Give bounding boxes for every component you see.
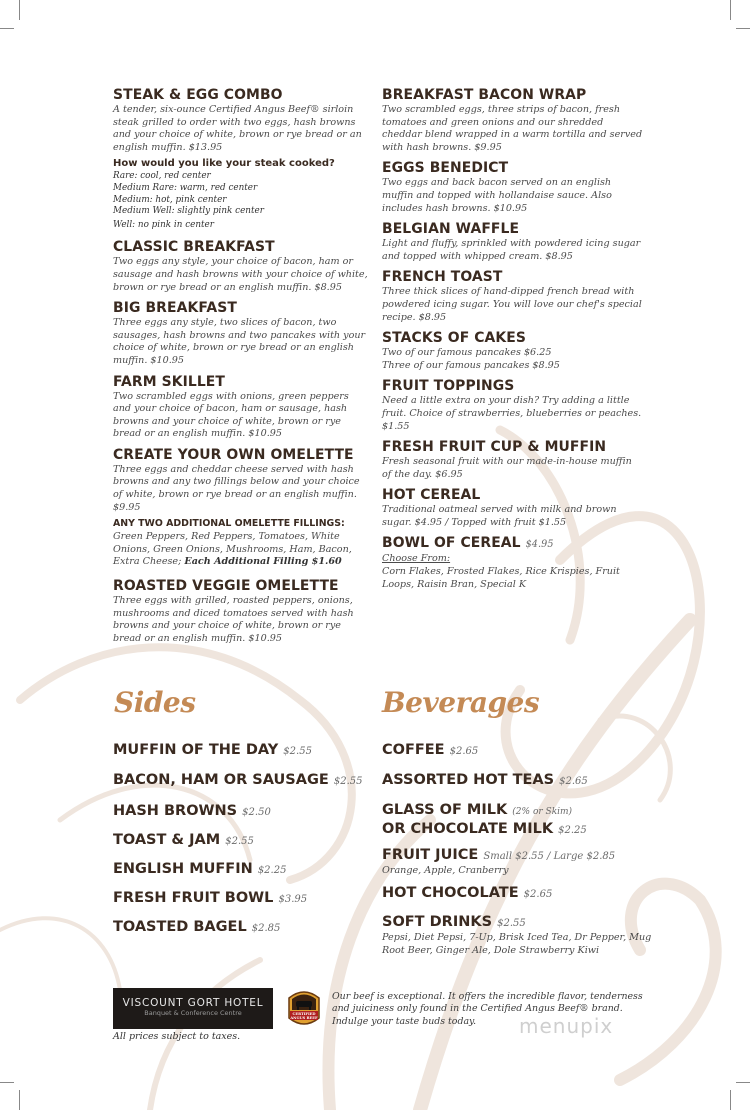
breakfast-right-column <box>382 87 644 597</box>
item-title <box>382 535 634 553</box>
item-title: FRESH FRUIT CUP & MUFFIN <box>382 439 607 456</box>
item-price: $4.95 <box>525 539 554 551</box>
beverage-item <box>382 914 652 957</box>
beverage-description: Orange, Apple, Cranberry <box>382 865 509 876</box>
menu-item <box>113 447 368 569</box>
item-description: Three thick slices of hand-dipped french bread with powdered icing sugar. You will love our chef's special recipe. $8.95 <box>382 286 642 323</box>
item-description: Two eggs and back bacon served on an english muffin and topped with hollandaise sauce. Also includes hash browns. $10.95 <box>382 177 612 214</box>
side-item <box>113 861 286 879</box>
menu-item <box>382 439 644 481</box>
side-price: $2.55 <box>283 746 312 757</box>
beverage-price: $2.65 <box>559 776 588 787</box>
side-price: $2.55 <box>225 836 254 847</box>
item-title: FRENCH TOAST <box>382 269 503 286</box>
beverage-price: Small $2.55 / Large $2.85 <box>483 851 616 862</box>
cereal-list: Corn Flakes, Frosted Flakes, Rice Krispies, Fruit Loops, Raisin Bran, Special K <box>382 566 620 590</box>
sides-heading: Sides <box>114 686 196 719</box>
svg-text:CERTIFIED: CERTIFIED <box>292 1012 316 1016</box>
menu-item <box>113 300 368 367</box>
crop-mark <box>19 1090 20 1110</box>
beverages-heading: Beverages <box>382 686 540 719</box>
side-item <box>113 803 271 821</box>
menu-item <box>382 535 644 591</box>
side-name: TOASTED BAGEL <box>113 919 247 935</box>
fillings-title: ANY TWO ADDITIONAL OMELETTE FILLINGS: <box>113 518 345 530</box>
side-name: ENGLISH MUFFIN <box>113 861 253 877</box>
side-price: $2.55 <box>333 776 363 787</box>
beverage-name: COFFEE <box>382 742 445 758</box>
steak-option: Medium Rare: warm, red center <box>113 182 258 193</box>
certified-angus-beef-badge-icon <box>286 988 322 1028</box>
item-description: Two scrambled eggs with onions, green peppers and your choice of bacon, ham or sausage, hash browns and your choice of white, brown or rye bread or an english muffin. $10.95 <box>113 390 349 440</box>
side-item <box>113 919 280 937</box>
item-title: BREAKFAST BACON WRAP <box>382 87 587 103</box>
item-title: BELGIAN WAFFLE <box>382 221 520 238</box>
item-description: Need a little extra on your dish? Try adding a little fruit. Choice of strawberries, blueberries or peaches. $1.55 <box>382 395 642 432</box>
taxes-note: All prices subject to taxes. <box>113 1031 241 1042</box>
item-description: Two of our famous pancakes $6.25 <box>382 347 552 359</box>
steak-option: Medium: hot, pink center <box>113 194 227 205</box>
item-description: Three eggs any style, two slices of bacon, two sausages, hash browns and two pancakes with your choice of white, brown or rye bread or an english muffin. $10.95 <box>113 317 366 366</box>
side-price: $2.25 <box>257 865 287 876</box>
beverage-price: $2.65 <box>523 889 553 900</box>
menu-item <box>113 578 368 645</box>
beverage-price: $2.25 <box>558 825 587 836</box>
item-title: STACKS OF CAKES <box>382 330 527 347</box>
crop-mark <box>736 28 750 29</box>
crop-mark <box>0 1082 14 1083</box>
side-price: $2.50 <box>242 807 271 818</box>
steak-option: Medium Well: slightly pink center <box>113 206 264 217</box>
item-description: Traditional oatmeal served with milk and brown sugar. $4.95 / Topped with fruit $1.55 <box>382 504 617 528</box>
side-item <box>113 832 254 850</box>
beverage-item <box>382 847 615 878</box>
menu-item <box>382 378 644 433</box>
svg-text:ANGUS BEEF: ANGUS BEEF <box>290 1016 318 1020</box>
menu-item <box>382 160 644 215</box>
item-description: Fresh seasonal fruit with our made-in-house muffin of the day. $6.95 <box>382 456 632 480</box>
item-description: Three of our famous pancakes $8.95 <box>382 359 560 371</box>
item-title: CLASSIC BREAKFAST <box>113 239 275 256</box>
steak-option: Rare: cool, red center <box>113 171 211 182</box>
steak-question: How would you like your steak cooked? <box>113 158 335 170</box>
menu-item <box>382 487 644 529</box>
fillings-extra-price: Each Additional Filling $1.60 <box>184 556 342 568</box>
fillings-options: Green Peppers, Red Peppers, Tomatoes, White Onions, Green Onions, Mushrooms, Ham, Bacon, Extra Cheese; <box>113 531 352 568</box>
beverage-name: SOFT DRINKS <box>382 914 493 930</box>
beverage-name: OR CHOCOLATE MILK <box>382 821 554 837</box>
item-description: Two eggs any style, your choice of bacon, ham or sausage and hash browns with your choice of white, brown or rye bread or an english muffin. $8.95 <box>113 256 368 293</box>
menu-item <box>382 330 644 372</box>
menu-item <box>382 87 644 154</box>
side-item <box>113 772 362 790</box>
menu-item <box>113 87 368 231</box>
item-description: Three eggs with grilled, roasted peppers, onions, mushrooms and diced tomatoes served with hash browns and your choice of white, brown or rye bread or an english muffin. $10.95 <box>113 595 354 644</box>
beverage-name: FRUIT JUICE <box>382 847 479 863</box>
side-name: BACON, HAM OR SAUSAGE <box>113 772 329 788</box>
beverage-price: $2.65 <box>449 746 479 757</box>
crop-mark <box>19 0 20 20</box>
breakfast-left-column <box>113 87 368 651</box>
side-item <box>113 890 307 908</box>
beverage-item <box>382 772 588 790</box>
hotel-subtitle: Banquet & Conference Centre <box>144 1009 242 1017</box>
item-title: STEAK & EGG COMBO <box>113 87 283 103</box>
side-name: HASH BROWNS <box>113 803 238 819</box>
crop-mark <box>0 28 14 29</box>
hotel-name: VISCOUNT GORT HOTEL <box>122 997 264 1009</box>
beverage-name: ASSORTED HOT TEAS <box>382 772 555 788</box>
hotel-logo <box>113 988 273 1029</box>
side-name: FRESH FRUIT BOWL <box>113 890 274 906</box>
item-description: Light and fluffy, sprinkled with powdered icing sugar and topped with whipped cream. $8.95 <box>382 238 641 262</box>
side-name: MUFFIN OF THE DAY <box>113 742 279 758</box>
choose-from-label: Choose From: <box>382 553 451 565</box>
beverage-item <box>382 742 478 760</box>
crop-mark <box>736 1082 750 1083</box>
item-title: HOT CEREAL <box>382 487 481 504</box>
beverage-name: HOT CHOCOLATE <box>382 885 519 901</box>
item-title: CREATE YOUR OWN OMELETTE <box>113 446 354 463</box>
menu-item <box>382 221 644 263</box>
side-price: $3.95 <box>278 894 308 905</box>
item-title: BIG BREAKFAST <box>113 300 237 317</box>
beverage-description: Pepsi, Diet Pepsi, 7-Up, Brisk Iced Tea, Dr Pepper, Mug Root Beer, Ginger Ale, Dole Strawberry Kiwi <box>382 932 652 956</box>
watermark: menupix <box>519 1014 614 1038</box>
side-price: $2.85 <box>251 923 281 934</box>
beverage-item <box>382 885 552 903</box>
item-description: Two scrambled eggs, three strips of bacon, fresh tomatoes and green onions and our shredded cheddar blend wrapped in a warm tortilla and served with hash browns. $9.95 <box>382 104 643 153</box>
item-description: Three eggs and cheddar cheese served with hash browns and any two fillings below and your choice of white, brown or rye bread or an english muffin. $9.95 <box>113 463 360 513</box>
menu-item <box>382 269 644 324</box>
item-name: BOWL OF CEREAL <box>382 535 521 552</box>
item-title: ROASTED VEGGIE OMELETTE <box>113 578 339 595</box>
item-title: FARM SKILLET <box>113 373 225 390</box>
steak-option: Well: no pink in center <box>113 219 214 230</box>
side-item <box>113 742 312 760</box>
side-name: TOAST & JAM <box>113 832 221 848</box>
item-title: FRUIT TOPPINGS <box>382 378 515 395</box>
item-title: EGGS BENEDICT <box>382 160 509 177</box>
beverage-item <box>382 802 587 839</box>
menu-item <box>113 239 368 294</box>
crop-mark <box>730 0 731 20</box>
crop-mark <box>730 1090 731 1110</box>
beef-description: Our beef is exceptional. It offers the incredible flavor, tenderness and juiciness only found in the Certified Angus Beef® brand. Indulge your taste buds today. <box>332 991 643 1027</box>
menu-item <box>113 374 368 441</box>
beverage-price: $2.55 <box>497 918 526 929</box>
fillings-list <box>113 531 368 569</box>
beverage-name: GLASS OF MILK <box>382 802 508 818</box>
beverage-note: (2% or Skim) <box>512 807 573 817</box>
item-description: A tender, six-ounce Certified Angus Beef® sirloin steak grilled to order with two eggs, hash browns and your choice of white, brown or rye bread or an english muffin. $13.95 <box>113 104 362 153</box>
